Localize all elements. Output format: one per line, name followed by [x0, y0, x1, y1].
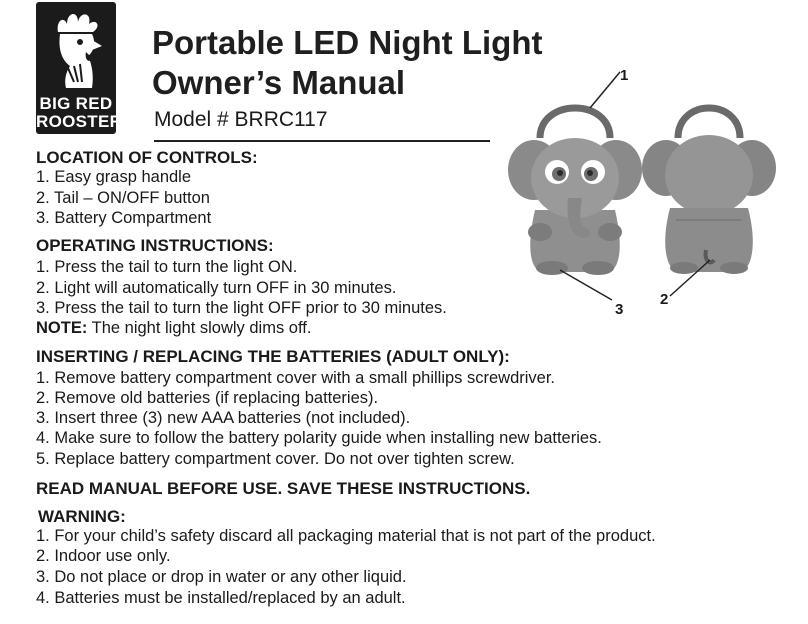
batteries-item: 2. Remove old batteries (if replacing batteries).	[36, 389, 379, 407]
page-title: Portable LED Night Light	[152, 24, 543, 61]
callout-2: 2	[660, 291, 669, 308]
warning-heading: WARNING:	[38, 507, 126, 526]
note-text: The night light slowly dims off.	[87, 319, 312, 337]
page-subtitle: Owner’s Manual	[152, 64, 406, 101]
read-manual-notice: READ MANUAL BEFORE USE. SAVE THESE INSTRUCTIONS.	[36, 479, 531, 498]
warning-item: 2. Indoor use only.	[36, 547, 171, 565]
operating-heading: OPERATING INSTRUCTIONS:	[36, 236, 274, 255]
location-item: 3. Battery Compartment	[36, 209, 212, 227]
rooster-icon	[36, 2, 116, 92]
operating-item: 2. Light will automatically turn OFF in 30 minutes.	[36, 279, 397, 297]
operating-item: 1. Press the tail to turn the light ON.	[36, 258, 298, 276]
batteries-item: 3. Insert three (3) new AAA batteries (not included).	[36, 409, 411, 427]
model-number: Model # BRRC117	[154, 108, 328, 131]
product-illustration	[500, 60, 800, 330]
logo-line-2: ROOSTER	[36, 112, 123, 131]
batteries-item: 1. Remove battery compartment cover with a small phillips screwdriver.	[36, 369, 556, 387]
warning-item: 1. For your child’s safety discard all packaging material that is not part of the product.	[36, 527, 656, 545]
elephant-front-view	[508, 108, 642, 275]
callout-3: 3	[615, 301, 624, 318]
batteries-item: 5. Replace battery compartment cover. Do not over tighten screw.	[36, 450, 515, 468]
warning-item: 4. Batteries must be installed/replaced by an adult.	[36, 589, 406, 607]
batteries-item: 4. Make sure to follow the battery polarity guide when installing new batteries.	[36, 429, 602, 447]
elephant-back-view	[642, 108, 776, 274]
logo-line-1: BIG RED	[39, 94, 113, 113]
batteries-heading: INSERTING / REPLACING THE BATTERIES (ADULT ONLY):	[36, 347, 510, 366]
callout-1: 1	[620, 67, 629, 84]
brand-logo	[36, 2, 123, 134]
location-item: 1. Easy grasp handle	[36, 168, 192, 186]
warning-item: 3. Do not place or drop in water or any other liquid.	[36, 568, 407, 586]
operating-note	[36, 319, 311, 338]
handle-icon	[540, 108, 610, 138]
title-divider	[154, 140, 490, 142]
note-label: NOTE:	[36, 319, 88, 337]
location-item: 2. Tail – ON/OFF button	[36, 189, 210, 207]
location-heading: LOCATION OF CONTROLS:	[36, 148, 258, 167]
operating-item: 3. Press the tail to turn the light OFF prior to 30 minutes.	[36, 299, 447, 317]
